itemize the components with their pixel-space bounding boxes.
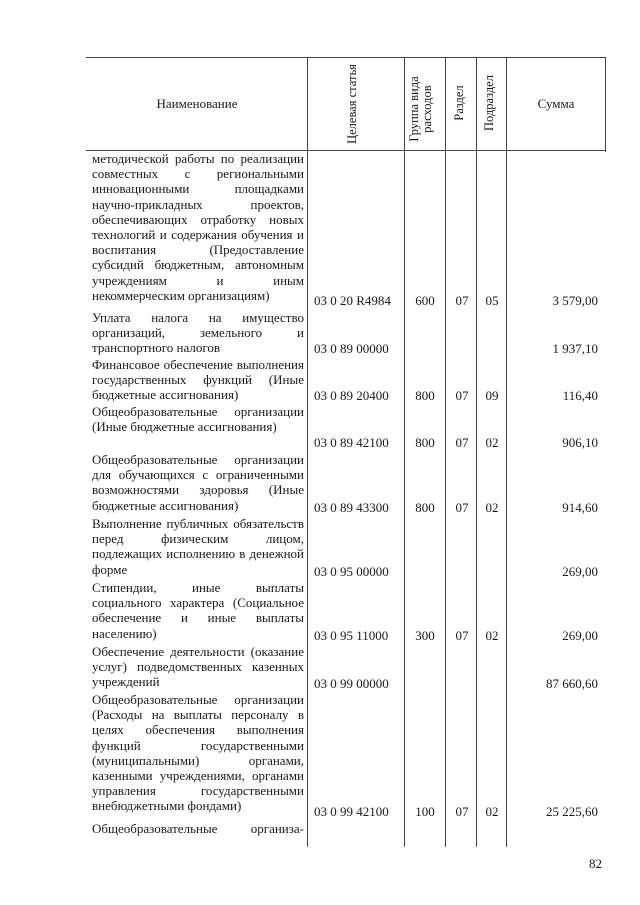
table-row-description: Обеспечение деятельности (оказание услуг) подведомственных казенных учреждений: [92, 644, 304, 690]
target-article-code: 03 0 89 42100: [314, 435, 389, 450]
subsection-code: 02: [485, 628, 499, 643]
amount-value: 1 937,10: [552, 341, 598, 356]
target-article-code: 03 0 99 00000: [314, 676, 389, 691]
table-row-description: Общеобразовательные организации (Расходы на выплаты персоналу в целях обеспечения выполнения функций государственными (муниципальными) органами, казенными учреждениями, органами управления государственными внебюджетными фондами): [92, 692, 304, 814]
table-row-description: Финансовое обеспечение выполнения государственных функций (Иные бюджетные ассигнования): [92, 357, 304, 403]
table-row-description: Уплата налога на имущество организаций, земельного и транспортного налогов: [92, 310, 304, 356]
subsection-code: 02: [485, 804, 499, 819]
column-divider: [476, 57, 477, 847]
column-divider: [506, 57, 507, 847]
expense-group: 100: [415, 804, 435, 819]
section-code: 07: [455, 293, 469, 308]
header-subsection: Подраздел: [482, 75, 496, 131]
header-name: Наименование: [156, 96, 238, 111]
expense-group: 300: [415, 628, 435, 643]
amount-value: 906,10: [562, 435, 598, 450]
amount-value: 914,60: [562, 500, 598, 515]
table-right-edge: [605, 57, 606, 152]
section-code: 07: [455, 388, 469, 403]
header-section: Раздел: [452, 85, 466, 121]
amount-value: 25 225,60: [546, 804, 598, 819]
target-article-code: 03 0 99 42100: [314, 804, 389, 819]
table-row-description: Общеобразовательные организации для обучающихся с ограниченными возможностями здоровья (Иные бюджетные ассигнования): [92, 452, 304, 513]
target-article-code: 03 0 89 20400: [314, 388, 389, 403]
header-expense-group: Группа вида расходов: [407, 76, 434, 142]
table-row-description: Стипендии, иные выплаты социального характера (Социальное обеспечение и иные выплаты населению): [92, 580, 304, 641]
expense-group: 800: [415, 388, 435, 403]
header-amount: Сумма: [537, 96, 575, 111]
table-row-description: Общеобразовательные организации (Иные бюджетные ассигнования): [92, 404, 304, 435]
table-row-description: Выполнение публичных обязательств перед физическим лицом, подлежащих исполнению в денежной форме: [92, 516, 304, 577]
amount-value: 3 579,00: [552, 293, 598, 308]
target-article-code: 03 0 20 R4984: [314, 293, 391, 308]
section-code: 07: [455, 435, 469, 450]
subsection-code: 05: [485, 293, 499, 308]
subsection-code: 02: [485, 435, 499, 450]
expense-group: 800: [415, 435, 435, 450]
target-article-code: 03 0 89 43300: [314, 500, 389, 515]
target-article-code: 03 0 95 00000: [314, 564, 389, 579]
table-row-description: методической работы по реализации совместных с региональными инновационными площадками научно-прикладных проектов, обеспечивающих отработку новых технологий и содержания обучения и воспитания (Предоставление субсидий бюджетным, автономным учреждениям и иным некоммерческим организациям): [92, 151, 304, 303]
amount-value: 269,00: [562, 564, 598, 579]
expense-group: 800: [415, 500, 435, 515]
subsection-code: 02: [485, 500, 499, 515]
section-code: 07: [455, 804, 469, 819]
section-code: 07: [455, 628, 469, 643]
amount-value: 116,40: [562, 388, 598, 403]
subsection-code: 09: [485, 388, 499, 403]
header-target-article: Целевая статья: [345, 64, 359, 144]
page-number: 82: [589, 856, 602, 871]
column-divider: [445, 57, 446, 847]
column-divider: [307, 57, 308, 847]
amount-value: 269,00: [562, 628, 598, 643]
target-article-code: 03 0 95 11000: [314, 628, 389, 643]
column-divider: [404, 57, 405, 847]
section-code: 07: [455, 500, 469, 515]
expense-group: 600: [415, 293, 435, 308]
target-article-code: 03 0 89 00000: [314, 341, 389, 356]
amount-value: 87 660,60: [546, 676, 598, 691]
table-row-description: Общеобразовательные организа-: [92, 821, 304, 836]
